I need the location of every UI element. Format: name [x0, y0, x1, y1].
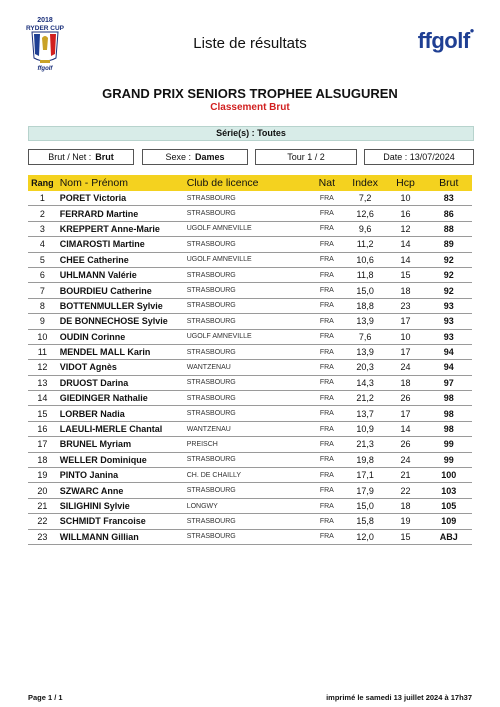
- cell-club: STRASBOURG: [184, 298, 309, 313]
- cell-brut: 93: [426, 314, 472, 329]
- cell-name: CHEE Catherine: [57, 252, 184, 267]
- table-row: [28, 452, 472, 467]
- cell-nat: FRA: [309, 344, 345, 359]
- cell-name: OUDIN Corinne: [57, 329, 184, 344]
- info-type-value: Brut: [95, 152, 114, 162]
- cell-rank: 12: [28, 360, 57, 375]
- header-index: Index: [345, 175, 385, 191]
- cell-rank: 14: [28, 391, 57, 406]
- cell-name: DE BONNECHOSE Sylvie: [57, 314, 184, 329]
- table-row: [28, 191, 472, 206]
- table-row: [28, 437, 472, 452]
- cell-rank: 20: [28, 483, 57, 498]
- ffgolf-logo-text: ffgolf: [417, 28, 470, 53]
- cell-index: 9,6: [345, 221, 385, 236]
- cell-hcp: 10: [385, 191, 425, 206]
- cell-hcp: 15: [385, 267, 425, 282]
- cell-rank: 13: [28, 375, 57, 390]
- cell-hcp: 17: [385, 314, 425, 329]
- cell-index: 21,2: [345, 391, 385, 406]
- cell-nat: FRA: [309, 298, 345, 313]
- cell-club: STRASBOURG: [184, 237, 309, 252]
- cell-brut: 93: [426, 298, 472, 313]
- cell-club: STRASBOURG: [184, 283, 309, 298]
- cell-rank: 7: [28, 283, 57, 298]
- cell-club: STRASBOURG: [184, 191, 309, 206]
- cell-rank: 17: [28, 437, 57, 452]
- cell-club: STRASBOURG: [184, 267, 309, 282]
- cell-index: 7,2: [345, 191, 385, 206]
- results-header-row: [28, 175, 472, 191]
- info-type-box: [28, 149, 134, 165]
- cell-hcp: 14: [385, 421, 425, 436]
- cell-name: BRUNEL Myriam: [57, 437, 184, 452]
- table-row: [28, 468, 472, 483]
- cell-brut: 93: [426, 329, 472, 344]
- table-row: [28, 283, 472, 298]
- cell-index: 20,3: [345, 360, 385, 375]
- table-row: [28, 483, 472, 498]
- cell-nat: FRA: [309, 468, 345, 483]
- cell-club: CH. DE CHAILLY: [184, 468, 309, 483]
- cell-brut: 97: [426, 375, 472, 390]
- cell-club: UGOLF AMNEVILLE: [184, 329, 309, 344]
- cell-brut: 94: [426, 360, 472, 375]
- table-row: [28, 267, 472, 282]
- cell-club: STRASBOURG: [184, 529, 309, 544]
- cell-brut: 92: [426, 283, 472, 298]
- cell-index: 7,6: [345, 329, 385, 344]
- cell-name: LAEULI-MERLE Chantal: [57, 421, 184, 436]
- cell-club: PREISCH: [184, 437, 309, 452]
- header-club: Club de licence: [184, 175, 309, 191]
- cell-nat: FRA: [309, 437, 345, 452]
- cell-index: 10,6: [345, 252, 385, 267]
- cell-index: 10,9: [345, 421, 385, 436]
- info-sex-value: Dames: [194, 152, 225, 162]
- cell-brut: 109: [426, 514, 472, 529]
- cell-hcp: 23: [385, 298, 425, 313]
- cell-nat: FRA: [309, 360, 345, 375]
- cell-rank: 10: [28, 329, 57, 344]
- cell-index: 13,9: [345, 344, 385, 359]
- footer-page: Page 1 / 1: [28, 693, 63, 702]
- cell-hcp: 21: [385, 468, 425, 483]
- cell-index: 12,6: [345, 206, 385, 221]
- cell-index: 14,3: [345, 375, 385, 390]
- info-round-box: [255, 149, 357, 165]
- ryder-cup-ffgolf-text: ffgolf: [37, 66, 53, 72]
- cell-name: PORET Victoria: [57, 191, 184, 206]
- cell-index: 15,0: [345, 283, 385, 298]
- cell-hcp: 14: [385, 237, 425, 252]
- cell-hcp: 19: [385, 514, 425, 529]
- cell-brut: 103: [426, 483, 472, 498]
- cell-index: 15,0: [345, 498, 385, 513]
- cell-name: UHLMANN Valérie: [57, 267, 184, 282]
- info-round: Tour 1 / 2: [287, 152, 325, 162]
- event-title: GRAND PRIX SENIORS TROPHEE ALSUGUREN: [102, 86, 398, 101]
- cell-hcp: 18: [385, 375, 425, 390]
- ryder-cup-year: 2018: [37, 17, 53, 24]
- table-row: [28, 514, 472, 529]
- cell-club: STRASBOURG: [184, 452, 309, 467]
- cell-nat: FRA: [309, 406, 345, 421]
- cell-name: DRUOST Darina: [57, 375, 184, 390]
- table-row: [28, 391, 472, 406]
- cell-nat: FRA: [309, 252, 345, 267]
- cell-club: STRASBOURG: [184, 391, 309, 406]
- cell-brut: 98: [426, 391, 472, 406]
- ffgolf-logo: [418, 28, 474, 54]
- cell-nat: FRA: [309, 529, 345, 544]
- cell-hcp: 16: [385, 206, 425, 221]
- cell-brut: 83: [426, 191, 472, 206]
- cell-name: SILIGHINI Sylvie: [57, 498, 184, 513]
- cell-rank: 15: [28, 406, 57, 421]
- cell-club: WANTZENAU: [184, 421, 309, 436]
- ffgolf-logo-mark-icon: ●: [469, 26, 474, 35]
- ryder-cup-text: RYDER CUP: [25, 25, 65, 32]
- table-row: [28, 252, 472, 267]
- table-row: [28, 375, 472, 390]
- table-row: [28, 298, 472, 313]
- cell-nat: FRA: [309, 191, 345, 206]
- cell-rank: 16: [28, 421, 57, 436]
- cell-hcp: 14: [385, 252, 425, 267]
- cell-name: SCHMIDT Francoise: [57, 514, 184, 529]
- cell-club: STRASBOURG: [184, 514, 309, 529]
- cell-club: UGOLF AMNEVILLE: [184, 221, 309, 236]
- info-date: Date : 13/07/2024: [383, 152, 455, 162]
- cell-rank: 19: [28, 468, 57, 483]
- cell-nat: FRA: [309, 421, 345, 436]
- results-table: [28, 175, 472, 545]
- cell-club: STRASBOURG: [184, 375, 309, 390]
- cell-nat: FRA: [309, 452, 345, 467]
- cell-rank: 5: [28, 252, 57, 267]
- cell-club: STRASBOURG: [184, 206, 309, 221]
- cell-rank: 6: [28, 267, 57, 282]
- page-title: Liste de résultats: [193, 35, 307, 52]
- cell-club: STRASBOURG: [184, 483, 309, 498]
- cell-nat: FRA: [309, 206, 345, 221]
- cell-index: 21,3: [345, 437, 385, 452]
- cell-brut: 89: [426, 237, 472, 252]
- table-row: [28, 421, 472, 436]
- cell-nat: FRA: [309, 283, 345, 298]
- cell-brut: 94: [426, 344, 472, 359]
- cell-hcp: 24: [385, 360, 425, 375]
- cell-name: BOTTENMULLER Sylvie: [57, 298, 184, 313]
- cell-club: LONGWY: [184, 498, 309, 513]
- info-date-box: [364, 149, 474, 165]
- table-row: [28, 360, 472, 375]
- cell-index: 17,1: [345, 468, 385, 483]
- header-brut: Brut: [426, 175, 472, 191]
- cell-name: SZWARC Anne: [57, 483, 184, 498]
- cell-brut: 88: [426, 221, 472, 236]
- cell-brut: 99: [426, 452, 472, 467]
- cell-nat: FRA: [309, 221, 345, 236]
- cell-index: 18,8: [345, 298, 385, 313]
- cell-hcp: 10: [385, 329, 425, 344]
- cell-nat: FRA: [309, 329, 345, 344]
- cell-hcp: 24: [385, 452, 425, 467]
- table-row: [28, 206, 472, 221]
- cell-brut: 86: [426, 206, 472, 221]
- cell-brut: ABJ: [426, 529, 472, 544]
- cell-index: 11,2: [345, 237, 385, 252]
- cell-index: 13,7: [345, 406, 385, 421]
- cell-brut: 92: [426, 252, 472, 267]
- cell-nat: FRA: [309, 267, 345, 282]
- cell-club: STRASBOURG: [184, 406, 309, 421]
- cell-name: PINTO Janina: [57, 468, 184, 483]
- cell-brut: 98: [426, 421, 472, 436]
- cell-name: WELLER Dominique: [57, 452, 184, 467]
- cell-index: 13,9: [345, 314, 385, 329]
- results-body: [28, 191, 472, 544]
- info-sex-box: [142, 149, 248, 165]
- cell-hcp: 22: [385, 483, 425, 498]
- table-row: [28, 221, 472, 236]
- cell-rank: 2: [28, 206, 57, 221]
- cell-hcp: 17: [385, 344, 425, 359]
- table-row: [28, 498, 472, 513]
- cell-name: FERRARD Martine: [57, 206, 184, 221]
- cell-rank: 4: [28, 237, 57, 252]
- cell-brut: 100: [426, 468, 472, 483]
- cell-hcp: 17: [385, 406, 425, 421]
- cell-index: 15,8: [345, 514, 385, 529]
- cell-hcp: 12: [385, 221, 425, 236]
- cell-rank: 18: [28, 452, 57, 467]
- header-rank: Rang: [28, 175, 57, 191]
- event-subtitle: Classement Brut: [210, 102, 290, 113]
- cell-nat: FRA: [309, 483, 345, 498]
- cell-brut: 105: [426, 498, 472, 513]
- cell-index: 12,0: [345, 529, 385, 544]
- cell-name: MENDEL MALL Karin: [57, 344, 184, 359]
- cell-club: WANTZENAU: [184, 360, 309, 375]
- table-row: [28, 314, 472, 329]
- cell-brut: 92: [426, 267, 472, 282]
- cell-rank: 22: [28, 514, 57, 529]
- cell-hcp: 26: [385, 437, 425, 452]
- cell-nat: FRA: [309, 237, 345, 252]
- cell-rank: 1: [28, 191, 57, 206]
- cell-hcp: 18: [385, 498, 425, 513]
- cell-nat: FRA: [309, 375, 345, 390]
- header-name: Nom - Prénom: [57, 175, 184, 191]
- table-row: [28, 329, 472, 344]
- cell-brut: 98: [426, 406, 472, 421]
- cell-rank: 8: [28, 298, 57, 313]
- cell-rank: 23: [28, 529, 57, 544]
- cell-nat: FRA: [309, 514, 345, 529]
- cell-name: VIDOT Agnès: [57, 360, 184, 375]
- table-row: [28, 237, 472, 252]
- cell-index: 19,8: [345, 452, 385, 467]
- series-bar: Série(s) : Toutes: [28, 126, 474, 141]
- cell-name: LORBER Nadia: [57, 406, 184, 421]
- cell-club: UGOLF AMNEVILLE: [184, 252, 309, 267]
- cell-club: STRASBOURG: [184, 314, 309, 329]
- cell-name: CIMAROSTI Martine: [57, 237, 184, 252]
- cell-rank: 11: [28, 344, 57, 359]
- cell-hcp: 18: [385, 283, 425, 298]
- cell-index: 17,9: [345, 483, 385, 498]
- table-row: [28, 529, 472, 544]
- cell-hcp: 26: [385, 391, 425, 406]
- cell-name: KREPPERT Anne-Marie: [57, 221, 184, 236]
- cell-index: 11,8: [345, 267, 385, 282]
- footer-printed: imprimé le samedi 13 juillet 2024 à 17h37: [326, 693, 472, 702]
- info-sex-label: Sexe :: [165, 152, 191, 162]
- cell-rank: 3: [28, 221, 57, 236]
- table-row: [28, 406, 472, 421]
- cell-club: STRASBOURG: [184, 344, 309, 359]
- cell-name: BOURDIEU Catherine: [57, 283, 184, 298]
- cell-rank: 9: [28, 314, 57, 329]
- header-hcp: Hcp: [385, 175, 425, 191]
- cell-nat: FRA: [309, 314, 345, 329]
- cell-name: GIEDINGER Nathalie: [57, 391, 184, 406]
- cell-rank: 21: [28, 498, 57, 513]
- info-type-label: Brut / Net :: [48, 152, 92, 162]
- header-nat: Nat: [309, 175, 345, 191]
- cell-nat: FRA: [309, 391, 345, 406]
- cell-brut: 99: [426, 437, 472, 452]
- cell-name: WILLMANN Gillian: [57, 529, 184, 544]
- cell-hcp: 15: [385, 529, 425, 544]
- cell-nat: FRA: [309, 498, 345, 513]
- table-row: [28, 344, 472, 359]
- ryder-cup-logo: [14, 12, 76, 82]
